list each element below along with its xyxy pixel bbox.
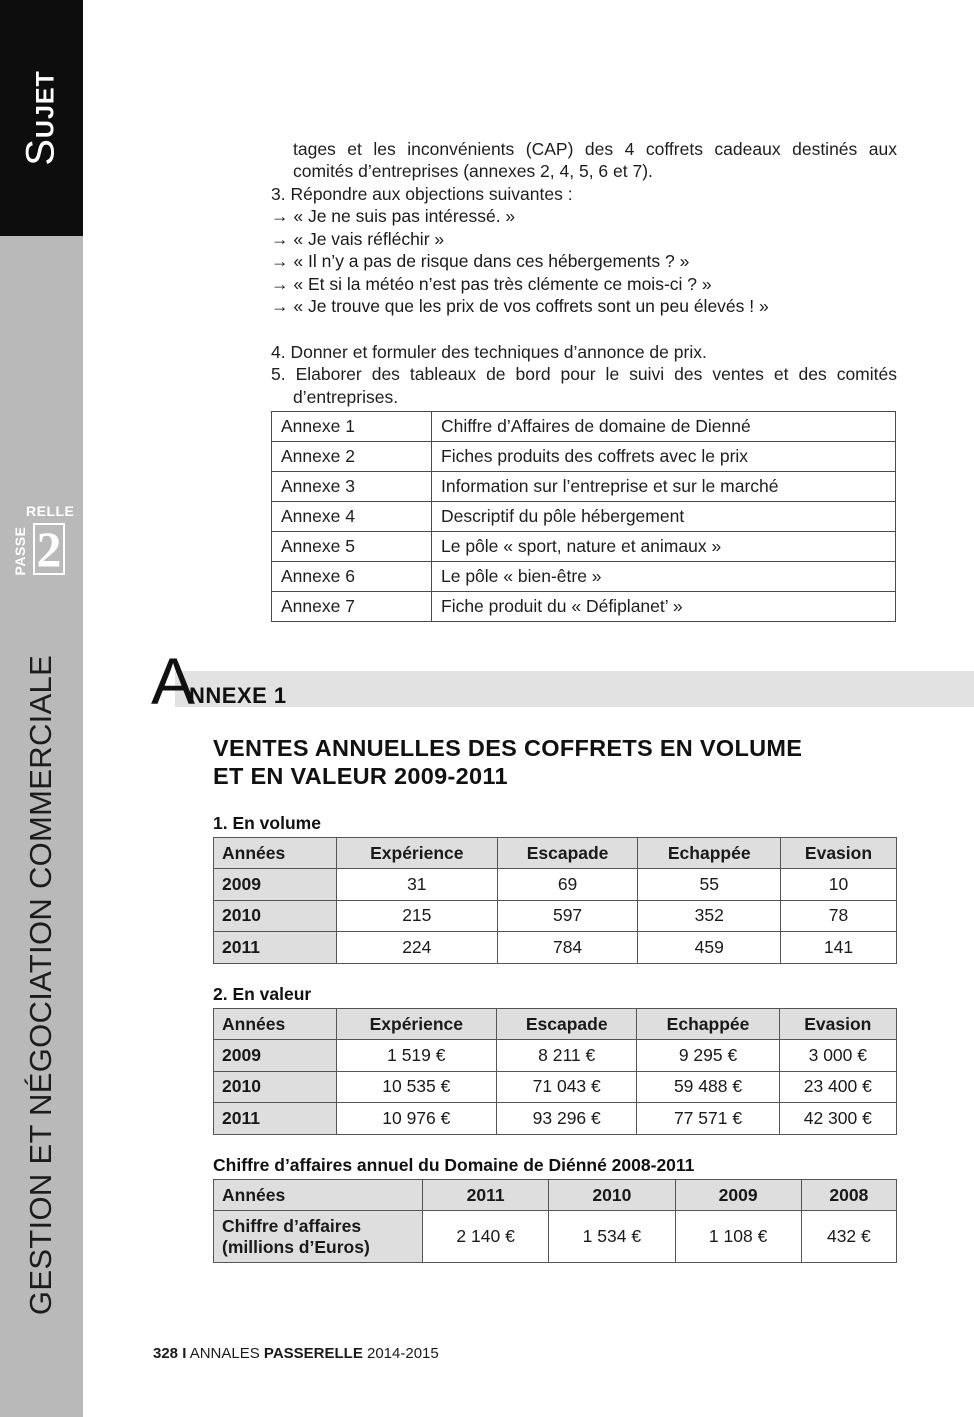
objection-3: → « Il n’y a pas de risque dans ces hébergements ? » xyxy=(271,251,690,271)
table-cell: 69 xyxy=(497,869,638,901)
column-header: 2009 xyxy=(675,1180,801,1211)
question-3: 3. Répondre aux objections suivantes : xyxy=(271,184,573,204)
table-cell: 59 488 € xyxy=(637,1071,779,1103)
annex-description: Le pôle « sport, nature et animaux » xyxy=(432,532,896,562)
column-header: Echappée xyxy=(638,838,780,869)
question-4: 4. Donner et formuler des techniques d’annonce de prix. xyxy=(271,342,707,362)
annex-id: Annexe 2 xyxy=(272,442,432,472)
table-row xyxy=(272,472,896,502)
table-row xyxy=(214,869,897,901)
column-header: Evasion xyxy=(780,838,896,869)
page-footer xyxy=(153,1345,439,1362)
table-cell: 459 xyxy=(638,932,780,964)
table-header-row xyxy=(214,838,897,869)
objection-1: → « Je ne suis pas intéressé. » xyxy=(271,206,516,226)
footer-separator: I xyxy=(182,1345,187,1362)
table-cell: 1 519 € xyxy=(336,1040,496,1072)
badge-number: 2 xyxy=(33,523,65,575)
table-cell: 352 xyxy=(638,900,780,932)
valeur-table xyxy=(213,1008,897,1135)
column-header: Escapade xyxy=(496,1009,636,1040)
badge-relle: RELLE xyxy=(26,503,75,519)
volume-subtitle: 1. En volume xyxy=(213,813,321,833)
column-header: Evasion xyxy=(779,1009,896,1040)
table-row xyxy=(272,532,896,562)
table-cell: 71 043 € xyxy=(496,1071,636,1103)
table-cell: 10 xyxy=(780,869,896,901)
row-year: 2009 xyxy=(214,869,337,901)
table-cell: 597 xyxy=(497,900,638,932)
valeur-subtitle: 2. En valeur xyxy=(213,984,312,1004)
annex-list-table xyxy=(271,411,896,622)
table-row xyxy=(214,932,897,964)
annex-description: Fiches produits des coffrets avec le prix xyxy=(432,442,896,472)
annex-id: Annexe 3 xyxy=(272,472,432,502)
table-cell: 1 534 € xyxy=(549,1211,675,1263)
table-cell: 9 295 € xyxy=(637,1040,779,1072)
column-header: Expérience xyxy=(336,838,497,869)
table-row xyxy=(272,562,896,592)
table-cell: 8 211 € xyxy=(496,1040,636,1072)
annexe-title-line-1: VENTES ANNUELLES DES COFFRETS EN VOLUME xyxy=(213,735,803,761)
table-cell: 224 xyxy=(336,932,497,964)
column-header: Escapade xyxy=(497,838,638,869)
annex-id: Annexe 1 xyxy=(272,412,432,442)
row-label-line-1: Chiffre d’affaires xyxy=(222,1215,362,1236)
table-cell: 77 571 € xyxy=(637,1103,779,1135)
annexe-header-bar xyxy=(175,671,974,707)
column-header: Années xyxy=(214,1180,423,1211)
table-row xyxy=(214,1071,897,1103)
table-cell: 42 300 € xyxy=(779,1103,896,1135)
annex-description: Information sur l’entreprise et sur le marché xyxy=(432,472,896,502)
table-cell: 2 140 € xyxy=(423,1211,549,1263)
row-year: 2011 xyxy=(214,1103,337,1135)
intro-line-2: comités d’entreprises (annexes 2, 4, 5, 6 et 7). xyxy=(293,161,653,181)
intro-line-1: tages et les inconvénients (CAP) des 4 coffrets cadeaux destinés aux xyxy=(293,139,897,159)
table-header-row xyxy=(214,1009,897,1040)
table-cell: 10 976 € xyxy=(336,1103,496,1135)
table-row xyxy=(214,1211,897,1263)
row-label-line-2: (millions d’Euros) xyxy=(222,1236,370,1257)
column-header: Années xyxy=(214,838,337,869)
table-cell: 784 xyxy=(497,932,638,964)
side-section-title: GESTION ET NÉGOCIATION COMMERCIALE xyxy=(23,654,58,1316)
annex-description: Chiffre d’Affaires de domaine de Dienné xyxy=(432,412,896,442)
sujet-label: SUJET xyxy=(18,70,63,166)
row-year: 2009 xyxy=(214,1040,337,1072)
row-year: 2011 xyxy=(214,932,337,964)
footer-brand: PASSERELLE xyxy=(263,1345,363,1362)
objection-2: → « Je vais réfléchir » xyxy=(271,229,445,249)
row-year: 2010 xyxy=(214,900,337,932)
ca-subtitle: Chiffre d’affaires annuel du Domaine de Diénné 2008-2011 xyxy=(213,1155,695,1175)
table-cell: 141 xyxy=(780,932,896,964)
objection-4: → « Et si la météo n’est pas très clémente ce mois-ci ? » xyxy=(271,274,712,294)
column-header: Expérience xyxy=(336,1009,496,1040)
annexe-heading: NNEXE 1 xyxy=(189,683,287,708)
annex-description: Descriptif du pôle hébergement xyxy=(432,502,896,532)
table-row xyxy=(272,412,896,442)
column-header: 2011 xyxy=(423,1180,549,1211)
annex-id: Annexe 4 xyxy=(272,502,432,532)
column-header: 2008 xyxy=(801,1180,896,1211)
table-cell: 78 xyxy=(780,900,896,932)
footer-year: 2014-2015 xyxy=(367,1345,439,1362)
row-year: 2010 xyxy=(214,1071,337,1103)
page-number: 328 xyxy=(153,1345,179,1362)
table-cell: 10 535 € xyxy=(336,1071,496,1103)
column-header: Echappée xyxy=(637,1009,779,1040)
annex-id: Annexe 7 xyxy=(272,592,432,622)
table-row xyxy=(214,1103,897,1135)
table-cell: 1 108 € xyxy=(675,1211,801,1263)
column-header: 2010 xyxy=(549,1180,675,1211)
annex-id: Annexe 6 xyxy=(272,562,432,592)
table-row xyxy=(272,502,896,532)
annex-id: Annexe 5 xyxy=(272,532,432,562)
badge-passe: PASSE xyxy=(12,526,28,576)
table-row xyxy=(272,592,896,622)
table-cell: 93 296 € xyxy=(496,1103,636,1135)
footer-annales: ANNALES xyxy=(189,1345,260,1362)
table-row xyxy=(214,900,897,932)
table-cell: 215 xyxy=(336,900,497,932)
annexe-title xyxy=(213,734,913,790)
question-5-line-1: 5. Elaborer des tableaux de bord pour le suivi des ventes et des comités xyxy=(271,364,897,384)
question-5-line-2: d’entreprises. xyxy=(293,387,399,407)
table-cell: 3 000 € xyxy=(779,1040,896,1072)
passerelle-2-logo xyxy=(12,503,75,577)
table-row xyxy=(214,1040,897,1072)
annex-description: Fiche produit du « Défiplanet’ » xyxy=(432,592,896,622)
annexe-title-line-2: ET EN VALEUR 2009-2011 xyxy=(213,763,508,789)
table-row xyxy=(272,442,896,472)
annex-description: Le pôle « bien-être » xyxy=(432,562,896,592)
table-header-row xyxy=(214,1180,897,1211)
table-cell: 55 xyxy=(638,869,780,901)
table-cell: 23 400 € xyxy=(779,1071,896,1103)
ca-table xyxy=(213,1179,897,1263)
column-header: Années xyxy=(214,1009,337,1040)
annexe-initial: A xyxy=(151,644,196,718)
objection-5: → « Je trouve que les prix de vos coffrets sont un peu élevés ! » xyxy=(271,296,769,316)
row-label xyxy=(214,1211,423,1263)
volume-table xyxy=(213,837,897,964)
table-cell: 432 € xyxy=(801,1211,896,1263)
table-cell: 31 xyxy=(336,869,497,901)
